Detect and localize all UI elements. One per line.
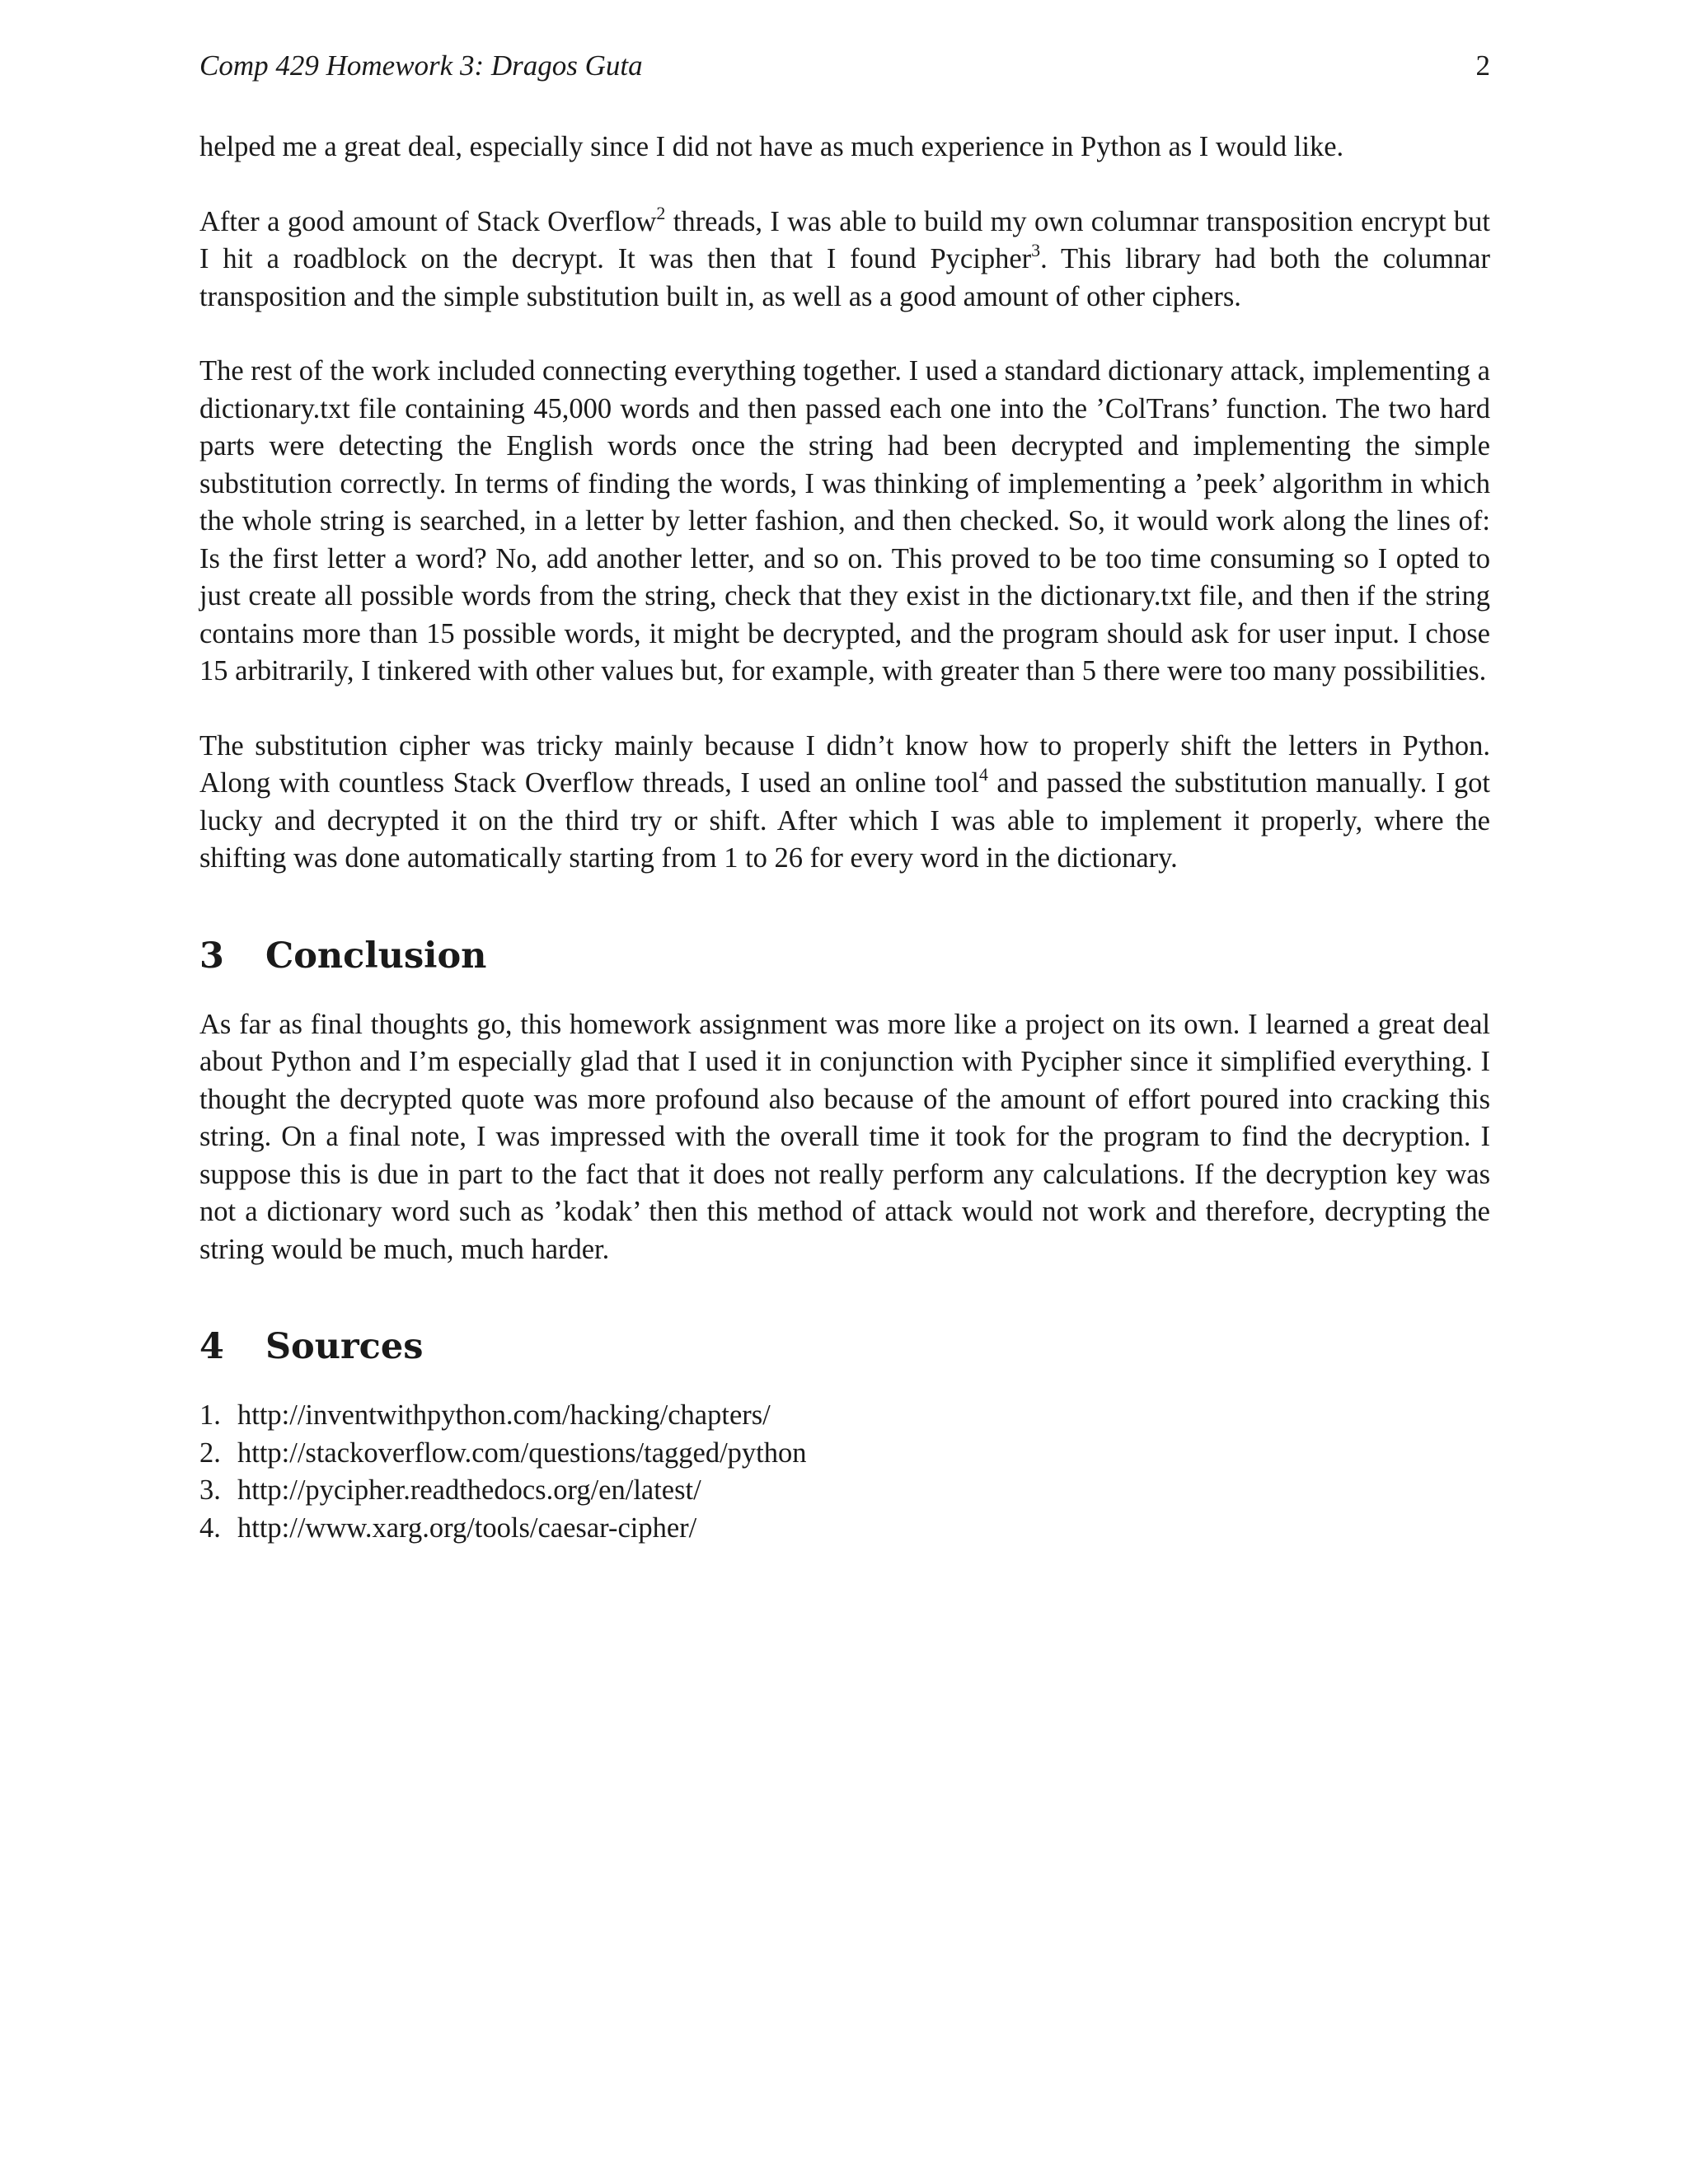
- section-title: Sources: [265, 1326, 424, 1367]
- conclusion-body: [199, 1006, 1490, 1269]
- section-number: 4: [199, 1326, 224, 1367]
- paragraph-text: helped me a great deal, especially since I did not have as much experience in Python as I would like.: [199, 131, 1344, 162]
- paragraph-substitution: [199, 728, 1490, 878]
- document-title: Comp 429 Homework 3: Dragos Guta: [199, 49, 643, 82]
- source-index: 2.: [199, 1436, 221, 1469]
- source-item: [199, 1435, 1490, 1473]
- source-index: 1.: [199, 1399, 221, 1431]
- running-header: [199, 49, 1490, 96]
- source-item: [199, 1397, 1490, 1435]
- source-url[interactable]: http://inventwithpython.com/hacking/chapters/: [237, 1399, 771, 1431]
- section-heading-sources: [199, 1326, 1490, 1367]
- paragraph-stack-overflow: [199, 204, 1490, 316]
- section-heading-conclusion: [199, 935, 1490, 977]
- footnote-ref-3: 3: [1031, 240, 1041, 260]
- paragraph-continuation: [199, 129, 1490, 166]
- paragraph-text: The substitution cipher was tricky mainly because I didn’t know how to properly shift the letters in Python. Along with countless Stack Overflow threads, I used an online tool: [199, 729, 1490, 799]
- source-item: [199, 1510, 1490, 1548]
- paragraph-dictionary-attack: [199, 353, 1490, 691]
- document-page: [199, 49, 1490, 1547]
- paragraph-text: After a good amount of Stack Overflow: [199, 205, 657, 237]
- section-number: 3: [199, 935, 224, 977]
- source-index: 4.: [199, 1511, 221, 1544]
- body-text: [199, 129, 1490, 878]
- paragraph-text: As far as final thoughts go, this homework assignment was more like a project on its own. I learned a great deal about Python and I’m especially glad that I used it in conjunction with Pycipher since it simplified everything. I thought the decrypted quote was more profound also because of the amount of effort poured into cracking this string. On a final note, I was impressed with the overall time it took for the program to find the decryption. I suppose this is due in part to the fact that it does not really perform any calculations. If the decryption key was not a dictionary word such as ’kodak’ then this method of attack would not work and therefore, decrypting the string would be much, much harder.: [199, 1008, 1490, 1265]
- paragraph-text: threads, I was able to build my own columnar transposition encrypt but I hit a roadblock on the decrypt. It was then that I found Pycipher: [199, 205, 1490, 274]
- source-url[interactable]: http://www.xarg.org/tools/caesar-cipher/: [237, 1511, 697, 1544]
- source-index: 3.: [199, 1474, 221, 1506]
- footnote-ref-4: 4: [978, 764, 988, 785]
- page-number: 2: [1475, 49, 1490, 82]
- section-title: Conclusion: [265, 935, 487, 977]
- source-url[interactable]: http://stackoverflow.com/questions/tagged/python: [237, 1436, 807, 1469]
- paragraph-text: . This library had both the columnar transposition and the simple substitution built in, as well as a good amount of other ciphers.: [199, 243, 1490, 312]
- paragraph-conclusion: [199, 1006, 1490, 1269]
- sources-list: [199, 1397, 1490, 1547]
- source-item: [199, 1472, 1490, 1510]
- paragraph-text: The rest of the work included connecting everything together. I used a standard dictionary attack, implementing a dictionary.txt file containing 45,000 words and then passed each one into the ’ColTrans’ function. The two hard parts were detecting the English words once the string had been decrypted and implementing the simple substitution correctly. In terms of finding the words, I was thinking of implementing a ’peek’ algorithm in which the whole string is searched, in a letter by letter fashion, and then checked. So, it would work along the lines of: Is the first letter a word? No, add another letter, and so on. This proved to be too time consuming so I opted to just create all possible words from the string, check that they exist in the dictionary.txt file, and then if the string contains more than 15 possible words, it might be decrypted, and the program should ask for user input. I chose 15 arbitrarily, I tinkered with other values but, for example, with greater than 5 there were too many possibilities.: [199, 355, 1490, 687]
- paragraph-text: and passed the substitution manually. I got lucky and decrypted it on the third try or shift. After which I was able to implement it properly, where the shifting was done automatically starting from 1 to 26 for every word in the dictionary.: [199, 767, 1491, 874]
- footnote-ref-2: 2: [656, 202, 666, 223]
- source-url[interactable]: http://pycipher.readthedocs.org/en/latest/: [237, 1474, 701, 1506]
